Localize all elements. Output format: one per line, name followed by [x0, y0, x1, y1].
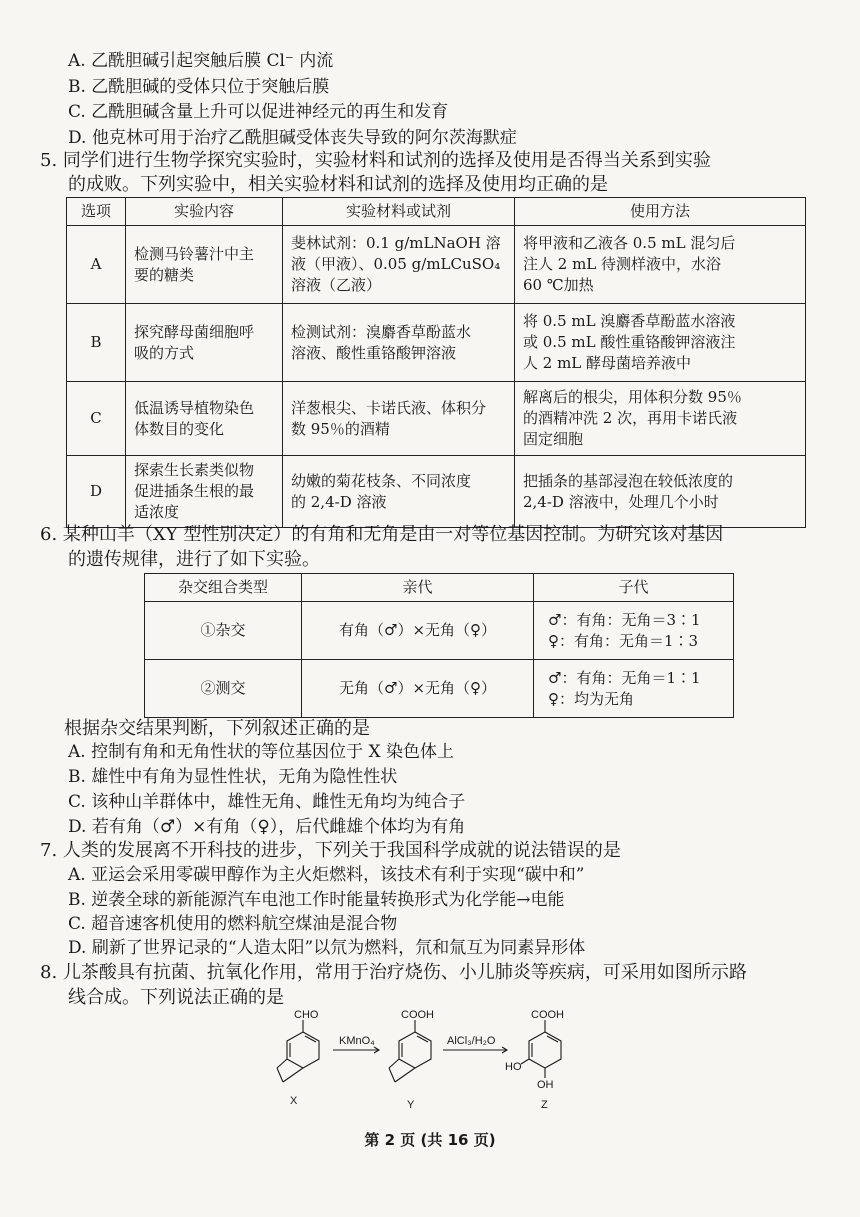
- q6-table: [144, 573, 734, 718]
- q4-option-d: D. 他克林可用于治疗乙酰胆碱受体丧失导致的阿尔茨海默症: [68, 128, 517, 148]
- q5-row-b: [67, 304, 806, 382]
- q7-option-b: B. 逆袭全球的新能源汽车电池工作时能量转换形式为化学能→电能: [68, 890, 565, 910]
- q5-row-c-content: 低温诱导植物染色 体数目的变化: [126, 382, 283, 456]
- q6-option-b: B. 雄性中有角为显性性状，无角为隐性性状: [68, 767, 398, 787]
- q6-stem-line-1: 6. 某种山羊（XY 型性别决定）的有角和无角是由一对等位基因控制。为研究该对基因: [40, 524, 724, 545]
- q5-header-content: 实验内容: [126, 198, 283, 226]
- q8-stem-line-2: 线合成。下列说法正确的是: [68, 987, 284, 1008]
- q6-table-header: [145, 574, 734, 602]
- q6-row-1-parents: 有角（♂）×无角（♀）: [302, 602, 534, 660]
- q5-header-method: 使用方法: [515, 198, 806, 226]
- oh-label-2: OH: [537, 1079, 554, 1091]
- q5-table-header: [67, 198, 806, 226]
- q5-table: [66, 197, 806, 528]
- q5-row-c-material: 洋葱根尖、卡诺氏液、体积分 数 95％的酒精: [283, 382, 515, 456]
- reagent-1: KMnO₄: [339, 1035, 375, 1047]
- q6-option-c: C. 该种山羊群体中，雄性无角、雌性无角均为纯合子: [68, 792, 466, 812]
- q5-row-a: [67, 226, 806, 304]
- reagent-2: AlCl₃/H₂O: [447, 1035, 496, 1047]
- q5-row-d-content: 探索生长素类似物 促进插条生根的最 适浓度: [126, 456, 283, 528]
- q6-option-d: D. 若有角（♂）×有角（♀），后代雌雄个体均为有角: [68, 817, 466, 837]
- q5-row-d-method: 把插条的基部浸泡在较低浓度的 2,4-D 溶液中，处理几个小时: [515, 456, 806, 528]
- q6-option-a: A. 控制有角和无角性状的等位基因位于 X 染色体上: [68, 742, 454, 762]
- q5-row-b-material: 检测试剂：溴麝香草酚蓝水 溶液、酸性重铬酸钾溶液: [283, 304, 515, 382]
- q5-row-a-method: 将甲液和乙液各 0.5 mL 混匀后 注人 2 mL 待测样液中，水浴 60 ℃加热: [515, 226, 806, 304]
- q6-row-2-offspring: ♂：有角：无角＝1∶1 ♀：均为无角: [534, 660, 734, 718]
- q6-lead: 根据杂交结果判断，下列叙述正确的是: [64, 718, 370, 739]
- q5-row-a-option: A: [67, 226, 126, 304]
- q5-header-option: 选项: [67, 198, 126, 226]
- q6-row-2-type: ②测交: [145, 660, 302, 718]
- q7-option-c: C. 超音速客机使用的燃料航空煤油是混合物: [68, 914, 398, 934]
- q5-row-b-method: 将 0.5 mL 溴麝香草酚蓝水溶液 或 0.5 mL 酸性重铬酸钾溶液注 人 2 mL 酵母菌培养液中: [515, 304, 806, 382]
- synthesis-scheme: [255, 1008, 615, 1118]
- q4-option-a: A. 乙酰胆碱引起突触后膜 Cl⁻ 内流: [68, 51, 334, 71]
- q7-option-a: A. 亚运会采用零碳甲醇作为主火炬燃料，该技术有利于实现“碳中和”: [68, 865, 585, 885]
- q5-row-a-material: 斐林试剂：0.1 g/mLNaOH 溶 液（甲液）、0.05 g/mLCuSO₄ 溶液（乙液）: [283, 226, 515, 304]
- q5-row-b-content: 探究酵母菌细胞呼 吸的方式: [126, 304, 283, 382]
- molecule-z: [521, 1020, 561, 1078]
- q8-stem-line-1: 8. 儿茶酸具有抗菌、抗氧化作用，常用于治疗烧伤、小儿肺炎等疾病，可采用如图所示路: [40, 962, 747, 983]
- q7-option-d: D. 刷新了世界记录的“人造太阳”以氘为燃料，氘和氚互为同素异形体: [68, 938, 586, 958]
- q6-row-2: [145, 660, 734, 718]
- molecule-x: [277, 1020, 319, 1082]
- q6-row-1-offspring: ♂：有角：无角＝3∶1 ♀：有角：无角＝1∶3: [534, 602, 734, 660]
- q5-row-c-method: 解离后的根尖，用体积分数 95％ 的酒精冲洗 2 次，再用卡诺氏液 固定细胞: [515, 382, 806, 456]
- q5-row-a-content: 检测马铃薯汁中主 要的糖类: [126, 226, 283, 304]
- q4-option-b: B. 乙酰胆碱的受体只位于突触后膜: [68, 77, 330, 97]
- q5-row-d-material: 幼嫩的菊花枝条、不同浓度 的 2,4-D 溶液: [283, 456, 515, 528]
- q6-row-1-type: ①杂交: [145, 602, 302, 660]
- q5-row-d: [67, 456, 806, 528]
- cho-label: CHO: [294, 1009, 319, 1021]
- q6-stem-line-2: 的遗传规律，进行了如下实验。: [68, 549, 320, 570]
- label-x: X: [290, 1095, 298, 1107]
- label-y: Y: [407, 1099, 415, 1111]
- cooh-label-y: COOH: [401, 1009, 434, 1021]
- q5-row-c-option: C: [67, 382, 126, 456]
- cooh-label-z: COOH: [531, 1009, 564, 1021]
- oh-label-1: HO: [505, 1061, 522, 1073]
- q6-header-parents: 亲代: [302, 574, 534, 602]
- q6-header-type: 杂交组合类型: [145, 574, 302, 602]
- q7-stem: 7. 人类的发展离不开科技的进步，下列关于我国科学成就的说法错误的是: [40, 840, 621, 861]
- q6-header-offspring: 子代: [534, 574, 734, 602]
- q6-row-1: [145, 602, 734, 660]
- q5-row-d-option: D: [67, 456, 126, 528]
- molecule-y: [389, 1020, 431, 1082]
- label-z: Z: [541, 1099, 548, 1111]
- q5-stem-line-2: 的成败。下列实验中，相关实验材料和试剂的选择及使用均正确的是: [68, 174, 608, 195]
- q6-row-2-parents: 无角（♂）×无角（♀）: [302, 660, 534, 718]
- q5-row-b-option: B: [67, 304, 126, 382]
- q4-option-c: C. 乙酰胆碱含量上升可以促进神经元的再生和发育: [68, 102, 449, 122]
- q5-stem-line-1: 5. 同学们进行生物学探究实验时，实验材料和试剂的选择及使用是否得当关系到实验: [40, 150, 711, 171]
- q5-row-c: [67, 382, 806, 456]
- q5-header-material: 实验材料或试剂: [283, 198, 515, 226]
- page-footer: 第 2 页 (共 16 页): [364, 1131, 496, 1149]
